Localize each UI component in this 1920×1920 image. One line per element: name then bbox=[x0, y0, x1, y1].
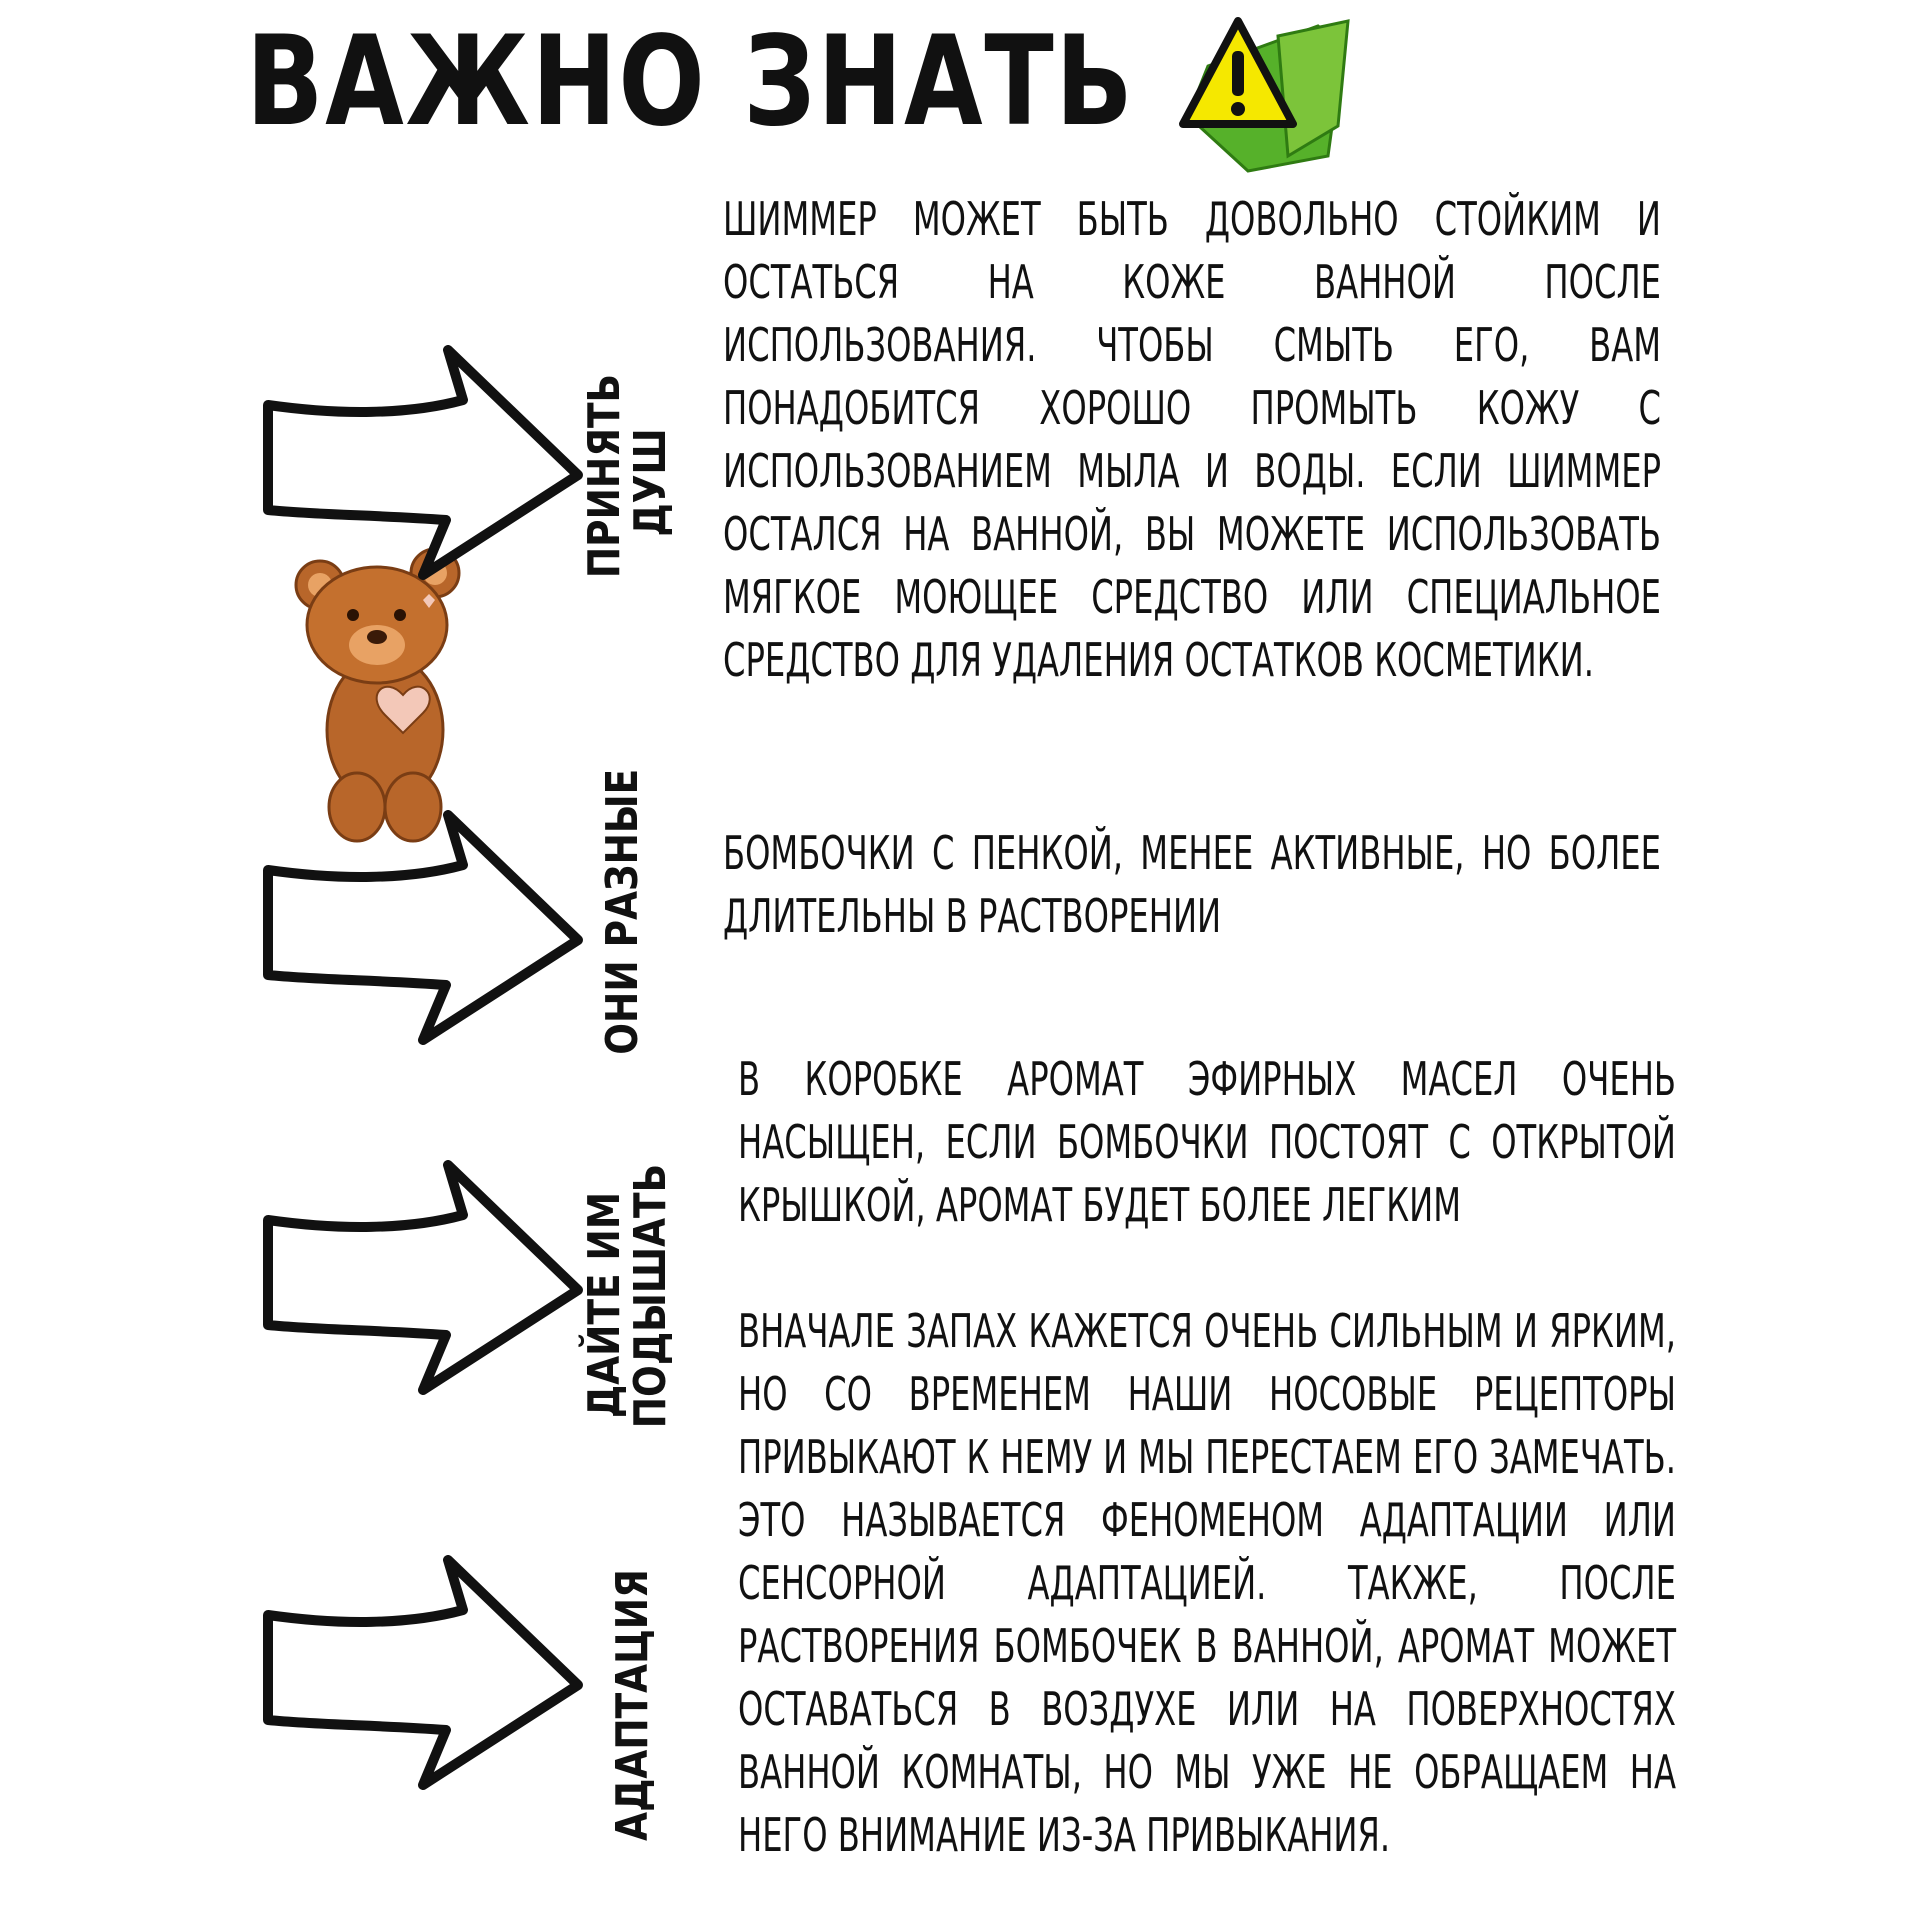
curved-arrow-icon bbox=[258, 810, 588, 1050]
section-text: ВНАЧАЛЕ ЗАПАХ КАЖЕТСЯ ОЧЕНЬ СИЛЬНЫМ И ЯРКИМ, НО СО ВРЕМЕНЕМ НАШИ НОСОВЫЕ РЕЦЕПТОРЫ ПРИВЫКАЮТ К НЕМУ И МЫ ПЕРЕСТАЕМ ЕГО ЗАМЕЧАТЬ. ЭТО НАЗЫВАЕТСЯ ФЕНОМЕНОМ АДАПТАЦИИ ИЛИ СЕНСОРНОЙ АДАПТАЦИЕЙ. ТАКЖЕ, ПОСЛЕ РАСТВОРЕНИЯ БОМБОЧЕК В ВАННОЙ, АРОМАТ МОЖЕТ ОСТАВАТЬСЯ В ВОЗДУХЕ ИЛИ НА ПОВЕРХНОСТЯХ ВАННОЙ КОМНАТЫ, НО МЫ УЖЕ НЕ ОБРАЩАЕМ НА НЕГО ВНИМАНИЕ ИЗ-ЗА ПРИВЫКАНИЯ. bbox=[738, 1304, 1676, 1862]
section-label: ДАЙТЕ ИМ ПОДЫШАТЬ bbox=[579, 1163, 676, 1429]
curved-arrow-icon bbox=[258, 1555, 588, 1795]
curved-arrow-icon bbox=[258, 345, 588, 585]
page-title: ВАЖНО ЗНАТЬ bbox=[246, 10, 1135, 154]
teddy-bear-icon bbox=[285, 545, 485, 845]
section-text: В КОРОБКЕ АРОМАТ ЭФИРНЫХ МАСЕЛ ОЧЕНЬ НАСЫЩЕН, ЕСЛИ БОМБОЧКИ ПОСТОЯТ С ОТКРЫТОЙ КРЫШКОЙ, АРОМАТ БУДЕТ БОЛЕЕ ЛЕГКИМ bbox=[738, 1052, 1676, 1232]
section-label: ОНИ РАЗНЫЕ bbox=[597, 768, 648, 1055]
warning-sign-icon bbox=[1168, 6, 1358, 176]
section-text: ШИММЕР МОЖЕТ БЫТЬ ДОВОЛЬНО СТОЙКИМ И ОСТАТЬСЯ НА КОЖЕ ВАННОЙ ПОСЛЕ ИСПОЛЬЗОВАНИЯ. ЧТОБЫ СМЫТЬ ЕГО, ВАМ ПОНАДОБИТСЯ ХОРОШО ПРОМЫТЬ КОЖУ С ИСПОЛЬЗОВАНИЕМ МЫЛА И ВОДЫ. ЕСЛИ ШИММЕР ОСТАЛСЯ НА ВАННОЙ, ВЫ МОЖЕТЕ ИСПОЛЬЗОВАТЬ МЯГКОЕ МОЮЩЕЕ СРЕДСТВО ИЛИ СПЕЦИАЛЬНОЕ СРЕДСТВО ДЛЯ УДАЛЕНИЯ ОСТАТКОВ КОСМЕТИКИ. bbox=[723, 192, 1661, 687]
section-label: ПРИНЯТЬ ДУШ bbox=[579, 373, 676, 579]
curved-arrow-icon bbox=[258, 1160, 588, 1400]
section-text: БОМБОЧКИ С ПЕНКОЙ, МЕНЕЕ АКТИВНЫЕ, НО БОЛЕЕ ДЛИТЕЛЬНЫ В РАСТВОРЕНИИ bbox=[723, 826, 1661, 943]
section-label: АДАПТАЦИЯ bbox=[607, 1569, 658, 1841]
